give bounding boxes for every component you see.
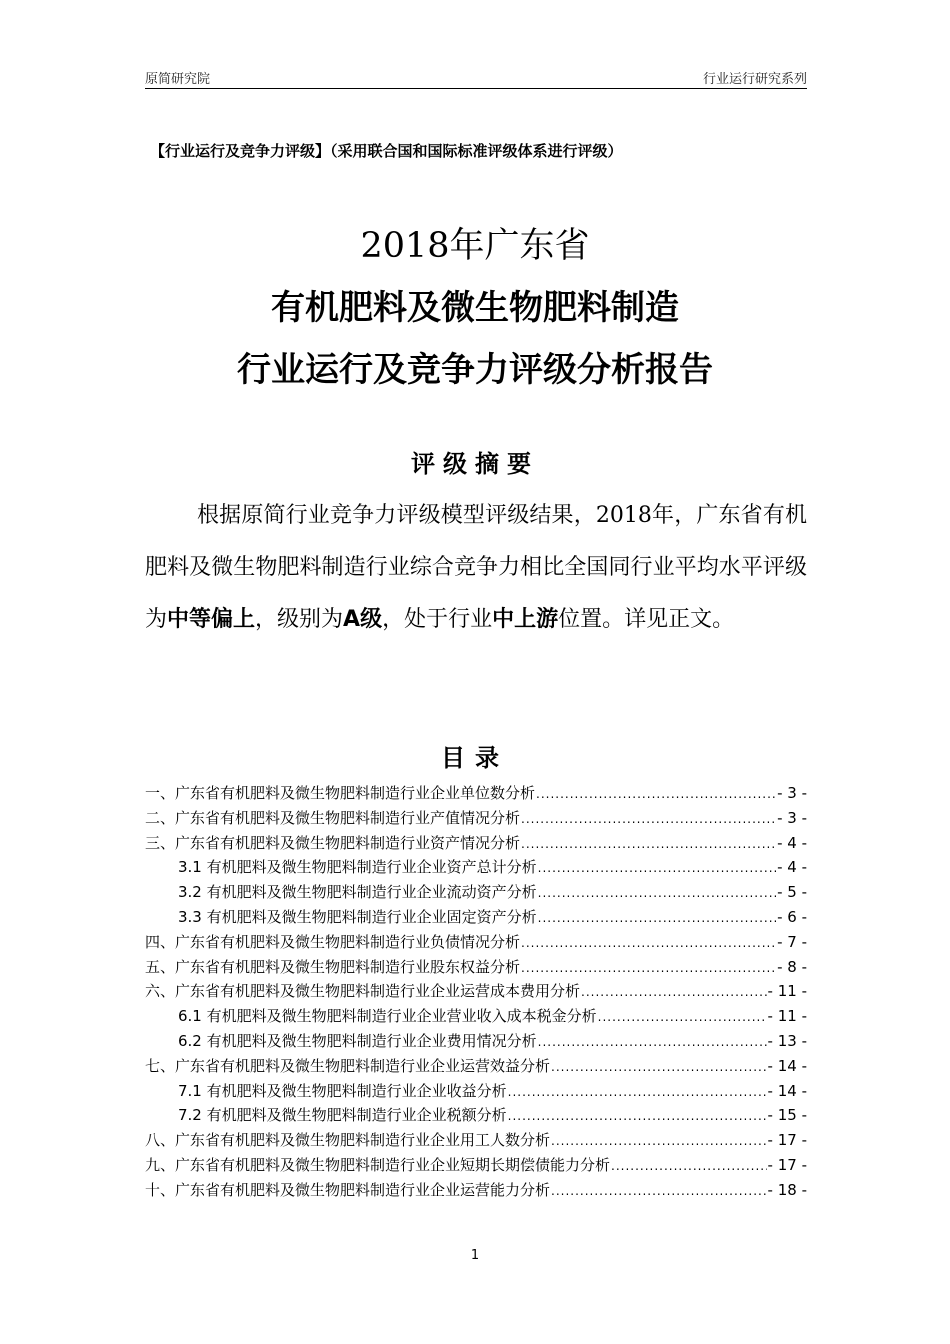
toc-entry-label: 6.2 有机肥料及微生物肥料制造行业企业费用情况分析 — [178, 1031, 537, 1050]
toc-leader-dots — [536, 782, 776, 807]
toc-entry-page: - 4 - — [777, 858, 807, 877]
toc-heading: 目录 — [441, 744, 509, 772]
header-divider — [145, 88, 807, 89]
toc-entry-page: - 7 - — [777, 932, 807, 951]
toc-entry-label: 三、广东省有机肥料及微生物肥料制造行业资产情况分析 — [145, 833, 521, 852]
toc-entry[interactable] — [145, 880, 807, 905]
toc-entry[interactable] — [145, 905, 807, 930]
toc-leader-dots — [508, 1080, 767, 1105]
header-org-name: 原简研究院 — [145, 72, 211, 87]
summary-heading: 评级摘要 — [411, 450, 539, 478]
running-header — [145, 66, 807, 88]
toc-entry-page: - 17 - — [767, 1131, 807, 1150]
toc-entry-label: 6.1 有机肥料及微生物肥料制造行业企业营业收入成本税金分析 — [178, 1007, 597, 1026]
toc-entry-page: - 4 - — [777, 833, 807, 852]
toc-entry-page: - 3 - — [777, 784, 807, 802]
toc-entry[interactable] — [145, 1054, 807, 1079]
summary-text-4: 位置。详见正文。 — [558, 607, 735, 632]
toc-leader-dots — [538, 906, 776, 931]
toc-entry-label: 十、广东省有机肥料及微生物肥料制造行业企业运营能力分析 — [145, 1180, 551, 1199]
toc-entry-page: - 5 - — [777, 883, 807, 902]
toc-entry[interactable] — [145, 1178, 807, 1203]
toc-entry[interactable] — [145, 781, 807, 806]
toc-entry-page: - 6 - — [777, 907, 807, 926]
toc-entry-page: - 14 - — [767, 1081, 807, 1100]
table-of-contents — [145, 781, 807, 1203]
toc-entry-page: - 13 - — [767, 1031, 807, 1050]
toc-entry[interactable] — [145, 1103, 807, 1128]
toc-leader-dots — [521, 956, 776, 981]
toc-entry-label: 3.2 有机肥料及微生物肥料制造行业企业流动资产分析 — [178, 883, 537, 902]
toc-entry-label: 7.1 有机肥料及微生物肥料制造行业企业收益分析 — [178, 1081, 507, 1100]
toc-entry-label: 3.3 有机肥料及微生物肥料制造行业企业固定资产分析 — [178, 907, 537, 926]
toc-entry-page: - 14 - — [767, 1056, 807, 1075]
page-number: 1 — [470, 1248, 480, 1263]
toc-leader-dots — [521, 832, 776, 857]
toc-leader-dots — [521, 931, 776, 956]
toc-entry-page: - 15 - — [767, 1106, 807, 1125]
toc-entry-page: - 8 - — [777, 957, 807, 976]
toc-entry-label: 九、广东省有机肥料及微生物肥料制造行业企业短期长期偿债能力分析 — [145, 1155, 611, 1174]
summary-rating-position: 中上游 — [492, 607, 559, 632]
toc-entry[interactable] — [145, 806, 807, 831]
toc-leader-dots — [538, 856, 776, 881]
toc-leader-dots — [598, 1005, 767, 1030]
toc-entry-label: 五、广东省有机肥料及微生物肥料制造行业股东权益分析 — [145, 957, 521, 976]
toc-entry-page: - 3 - — [777, 808, 807, 827]
toc-leader-dots — [551, 1055, 767, 1080]
toc-entry[interactable] — [145, 955, 807, 980]
toc-leader-dots — [551, 1129, 767, 1154]
toc-leader-dots — [581, 980, 767, 1005]
toc-leader-dots — [538, 881, 776, 906]
report-tagline: 【行业运行及竞争力评级】（采用联合国和国际标准评级体系进行评级） — [150, 142, 623, 160]
header-series-name: 行业运行研究系列 — [702, 72, 807, 87]
toc-entry-page: - 17 - — [767, 1155, 807, 1174]
toc-entry[interactable] — [145, 1153, 807, 1178]
toc-entry[interactable] — [145, 1079, 807, 1104]
summary-rating-level: 中等偏上 — [167, 607, 256, 632]
toc-entry-label: 3.1 有机肥料及微生物肥料制造行业企业资产总计分析 — [178, 858, 537, 877]
toc-entry-page: - 11 - — [767, 1007, 807, 1026]
toc-entry-label: 七、广东省有机肥料及微生物肥料制造行业企业运营效益分析 — [145, 1056, 551, 1075]
summary-text-3: ，处于行业 — [382, 607, 493, 632]
toc-entry[interactable] — [145, 1128, 807, 1153]
toc-entry[interactable] — [145, 855, 807, 880]
toc-entry-label: 六、广东省有机肥料及微生物肥料制造行业企业运营成本费用分析 — [145, 982, 581, 1001]
toc-entry-page: - 11 - — [767, 982, 807, 1001]
toc-leader-dots — [521, 807, 776, 832]
toc-entry-label: 二、广东省有机肥料及微生物肥料制造行业产值情况分析 — [145, 808, 521, 827]
toc-entry[interactable] — [145, 1004, 807, 1029]
toc-entry[interactable] — [145, 831, 807, 856]
toc-entry-page: - 18 - — [767, 1180, 807, 1199]
toc-entry-label: 一、广东省有机肥料及微生物肥料制造行业企业单位数分析 — [145, 784, 536, 802]
toc-leader-dots — [551, 1179, 767, 1204]
report-title-line-1: 2018年广东省 — [360, 226, 590, 266]
toc-entry-label: 7.2 有机肥料及微生物肥料制造行业企业税额分析 — [178, 1106, 507, 1125]
summary-text-1: 根据原简行业竞争力评级模型评级结果，2018年，广东省有机肥料及微生物肥料制造行业综合竞争力相比全国同行业平均水平评级为 — [145, 503, 807, 632]
toc-entry-label: 四、广东省有机肥料及微生物肥料制造行业负债情况分析 — [145, 932, 521, 951]
toc-leader-dots — [538, 1030, 767, 1055]
toc-entry-label: 八、广东省有机肥料及微生物肥料制造行业企业用工人数分析 — [145, 1131, 551, 1150]
summary-text-2: ，级别为 — [255, 607, 344, 632]
toc-entry[interactable] — [145, 1029, 807, 1054]
toc-leader-dots — [508, 1104, 767, 1129]
report-title-line-3: 行业运行及竞争力评级分析报告 — [237, 350, 713, 390]
summary-paragraph — [145, 490, 807, 646]
summary-rating-grade: A级 — [343, 607, 383, 632]
toc-entry[interactable] — [145, 979, 807, 1004]
toc-entry[interactable] — [145, 930, 807, 955]
toc-leader-dots — [611, 1154, 767, 1179]
report-title-line-2: 有机肥料及微生物肥料制造 — [271, 288, 679, 328]
